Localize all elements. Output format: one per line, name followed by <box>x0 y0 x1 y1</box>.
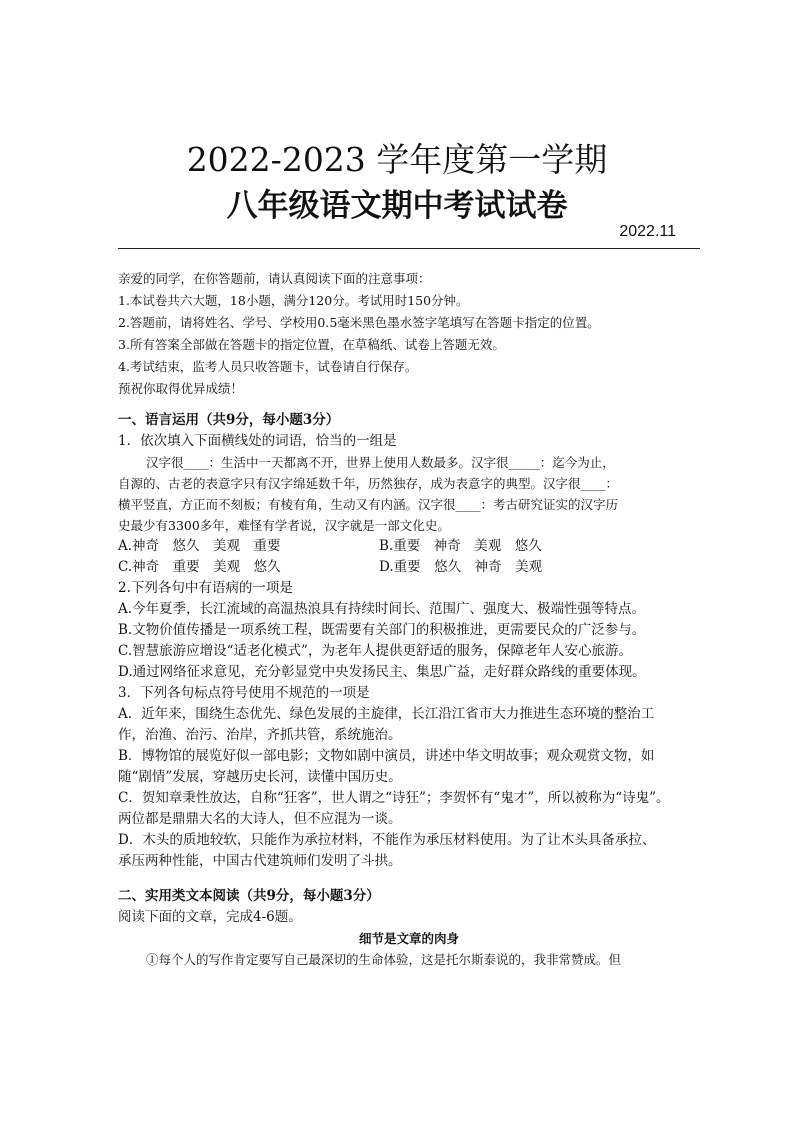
exam-date: 2022.11 <box>619 223 676 240</box>
q3-line: 随“剧情”发展，穿越历史长河，读懂中国历史。 <box>118 769 402 785</box>
notice-line: 1.本试卷共六大题，18小题，满分120分。考试用时150分钟。 <box>118 293 469 308</box>
q1-passage-line: 史最少有3300多年，难怪有学者说，汉字就是一部文化史。 <box>118 518 450 533</box>
exam-content <box>118 410 700 970</box>
q1-passage-line: 横平竖直，方正而不刻板；有棱有角，生动又有内涵。汉字很____：考古研究证实的汉字历 <box>118 497 619 512</box>
q1-stem: 1．依次填入下面横线处的词语，恰当的一组是 <box>118 433 397 449</box>
notice-line: 4.考试结束，监考人员只收答题卡，试卷请自行保存。 <box>118 359 418 374</box>
article-title: 细节是文章的肉身 <box>358 931 459 946</box>
notice-line: 2.答题前，请将姓名、学号、学校用0.5毫米黑色墨水签字笔填写在答题卡指定的位置。 <box>118 315 600 330</box>
exam-term-title: 2022-2023 学年度第一学期 <box>186 140 608 179</box>
q3-line: 作，治渔、治污、治岸，齐抓共管，系统施治。 <box>118 727 402 743</box>
q2-option: A.今年夏季，长江流域的高温热浪具有持续时间长、范围广、强度大、极端性强等特点。 <box>118 601 646 617</box>
q1-passage-line: 汉字很____：生活中一天都离不开，世界上使用人数最多。汉字很_____：迄今为止， <box>146 455 615 470</box>
q1-option-b: B.重要 神奇 美观 悠久 <box>379 538 542 554</box>
q3-line: A．近年来，围绕生态优先、绿色发展的主旋律，长江沿江省市大力推进生态环境的整治工 <box>118 706 655 722</box>
q3-line: D．木头的质地较软，只能作为承拉材料，不能作为承压材料使用。为了让木头具备承拉、 <box>118 832 656 848</box>
q3-stem: 3．下列各句标点符号使用不规范的一项是 <box>118 685 370 701</box>
q1-options-row <box>118 557 700 578</box>
article-first-line: ①每个人的写作肯定要写自己最深切的生命体验，这是托尔斯泰说的，我非常赞成。但 <box>146 952 622 967</box>
section2-heading: 二、实用类文本阅读（共9分，每小题3分） <box>118 888 380 904</box>
q1-options-row <box>118 536 700 557</box>
q3-line: C．贺知章秉性放达，自称“狂客”，世人谓之“诗狂”；李贺怀有“鬼才”，所以被称为“诗鬼”。 <box>118 790 670 806</box>
section2-instruction: 阅读下面的文章，完成4-6题。 <box>118 909 302 925</box>
q3-line: 承压两种性能，中国古代建筑师们发明了斗拱。 <box>118 853 402 869</box>
section1-heading: 一、语言运用（共9分，每小题3分） <box>118 412 340 428</box>
q2-option: B.文物价值传播是一项系统工程，既需要有关部门的积极推进，更需要民众的广泛参与。 <box>118 622 646 638</box>
notice-line: 3.所有答案全部做在答题卡的指定位置，在草稿纸、试卷上答题无效。 <box>118 337 505 352</box>
q1-option-a: A.神奇 悠久 美观 重要 <box>118 538 281 554</box>
q2-option: C.智慧旅游应增设“适老化模式”，为老年人提供更舒适的服务，保障老年人安心旅游。 <box>118 643 632 659</box>
q2-stem: 2.下列各句中有语病的一项是 <box>118 580 293 596</box>
q3-line: 两位都是鼎鼎大名的大诗人，但不应混为一谈。 <box>118 811 402 827</box>
notice-block <box>118 268 698 400</box>
exam-title: 八年级语文期中考试试卷 <box>226 188 568 224</box>
q1-option-c: C.神奇 重要 美观 悠久 <box>118 559 281 575</box>
q2-option: D.通过网络征求意见，充分彰显党中央发扬民主、集思广益，走好群众路线的重要体现。 <box>118 664 646 680</box>
notice-line: 预祝你取得优异成绩！ <box>118 381 244 396</box>
section-gap <box>118 872 700 886</box>
q1-option-d: D.重要 悠久 神奇 美观 <box>379 559 543 575</box>
q1-passage-line: 自源的、古老的表意字只有汉字绵延数千年，历然独存，成为表意字的典型。汉字很____： <box>118 476 619 491</box>
q3-line: B．博物馆的展览好似一部电影；文物如剧中演员，讲述中华文明故事；观众观赏文物，如 <box>118 748 655 764</box>
header-divider <box>118 248 700 249</box>
notice-line: 亲爱的同学，在你答题前，请认真阅读下面的注意事项： <box>118 271 431 286</box>
